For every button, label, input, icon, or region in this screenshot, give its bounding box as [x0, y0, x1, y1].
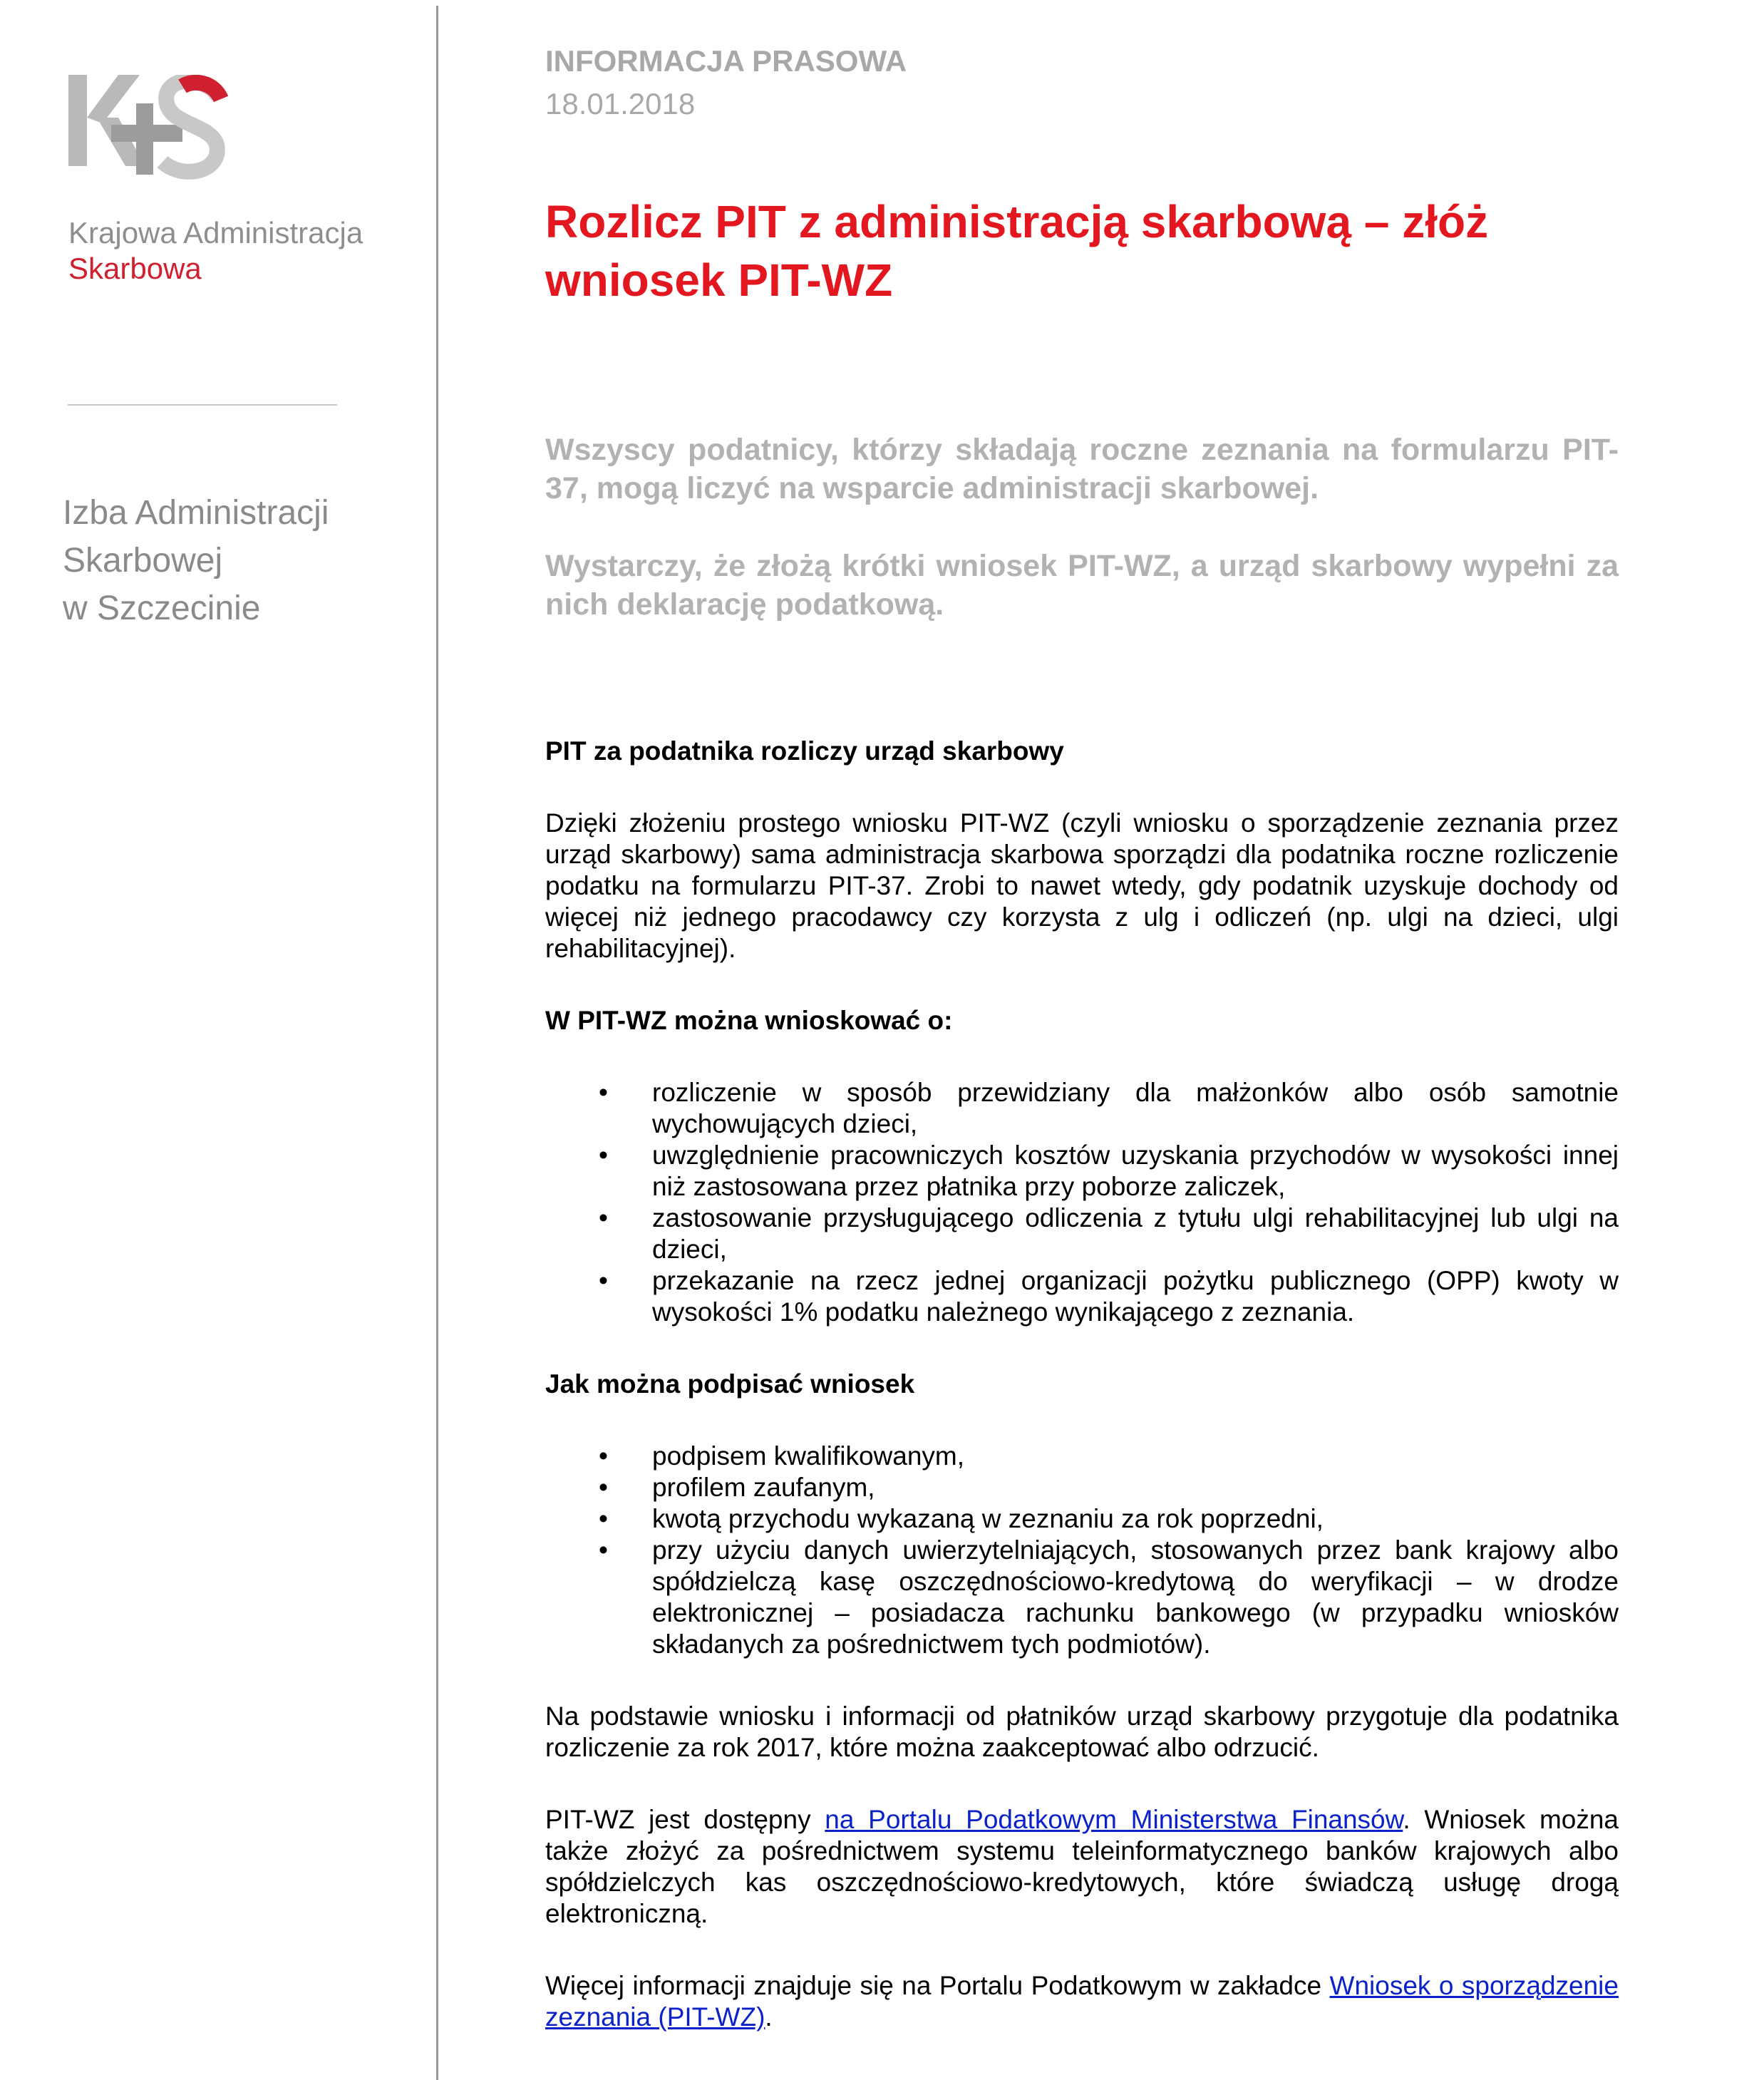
organization-line: Izba Administracji: [63, 494, 329, 532]
article-body: [545, 736, 1619, 2033]
organization-line: Skarbowej: [63, 542, 223, 580]
logo-name: Krajowa Administracja: [68, 216, 363, 249]
list-item: • podpisem kwalifikowanym,: [545, 1441, 1619, 1472]
sidebar-divider: [68, 404, 337, 406]
logo-subname: Skarbowa: [68, 252, 202, 285]
sidebar: [0, 0, 436, 2080]
text-segment: .: [765, 2002, 773, 2032]
section-heading: PIT za podatnika rozliczy urząd skarbowy: [545, 736, 1064, 766]
lead-paragraph: Wystarczy, że złożą krótki wniosek PIT-WZ, a urząd skarbowy wypełni za nich deklarację podatkową.: [545, 549, 1619, 622]
tax-portal-link[interactable]: na Portalu Podatkowym Ministerstwa Finansów: [825, 1805, 1403, 1834]
list-item: • profilem zaufanym,: [545, 1472, 1619, 1503]
list-item: • rozliczenie w sposób przewidziany dla małżonków albo osób samotnie wychowujących dzieci,: [545, 1077, 1619, 1140]
section-heading: Jak można podpisać wniosek: [545, 1369, 915, 1399]
list-item: • kwotą przychodu wykazaną w zeznaniu za rok poprzedni,: [545, 1503, 1619, 1535]
lead-paragraph: Wszyscy podatnicy, którzy składają roczne zeznania na formularzu PIT-37, mogą liczyć na wsparcie administracji skarbowej.: [545, 433, 1619, 505]
bullet-list: [545, 1077, 1619, 1328]
section-heading: W PIT-WZ można wnioskować o:: [545, 1006, 953, 1035]
text-segment: PIT-WZ jest dostępny: [545, 1805, 825, 1834]
list-item: • zastosowanie przysługującego odliczenia z tytułu ulgi rehabilitacyjnej lub ulgi na dzieci,: [545, 1203, 1619, 1265]
more-info-paragraph: [545, 1970, 1619, 2033]
text-segment: . Wniosek można także złożyć za pośrednictwem systemu teleinformatycznego banków krajowych albo spółdzielczych kas oszczędnościowo-kredytowych, które świadczą usługę drogą elektroniczną.: [545, 1805, 1619, 1928]
organization-name: [63, 489, 329, 632]
paragraph: Na podstawie wniosku i informacji od płatników urząd skarbowy przygotuje dla podatnika rozliczenie za rok 2017, które można zaakceptować albo odrzucić.: [545, 1701, 1619, 1762]
release-date: 18.01.2018: [545, 87, 696, 120]
organization-line: w Szczecinie: [63, 589, 261, 627]
vertical-divider: [436, 6, 438, 2080]
list-item: • przekazanie na rzecz jednej organizacji pożytku publicznego (OPP) kwoty w wysokości 1% podatku należnego wynikającego z zeznania.: [545, 1265, 1619, 1328]
kas-logo-icon: [68, 75, 234, 203]
list-item: • uwzględnienie pracowniczych kosztów uzyskania przychodów w wysokości innej niż zastosowana przez płatnika przy poborze zaliczek,: [545, 1140, 1619, 1203]
article-title: Rozlicz PIT z administracją skarbową – złóż wniosek PIT-WZ: [545, 196, 1489, 306]
list-item: • przy użyciu danych uwierzytelniających, stosowanych przez bank krajowy albo spółdzielczą kasę oszczędnościowo-kredytową do weryfikacji – w drodze elektronicznej – posiadacza rachunku bankowego (w przypadku wniosków składanych za pośrednictwem tych podmiotów).: [545, 1535, 1619, 1660]
paragraph: Dzięki złożeniu prostego wniosku PIT-WZ (czyli wniosku o sporządzenie zeznania przez urząd skarbowy) sama administracja skarbowa sporządzi dla podatnika roczne rozliczenie podatku na formularzu PIT-37. Zrobi to nawet wtedy, gdy podatnik uzyskuje dochody od więcej niż jednego pracodawcy czy korzysta z ulg i odliczeń (np. ulgi na dzieci, ulgi rehabilitacyjnej).: [545, 808, 1619, 963]
bullet-list: [545, 1441, 1619, 1660]
text-segment: Więcej informacji znajduje się na Portalu Podatkowym w zakładce: [545, 1971, 1330, 2000]
pit-wz-link[interactable]: Wniosek o sporządzenie zeznania (PIT-WZ): [545, 1971, 1619, 2032]
availability-paragraph: [545, 1804, 1619, 1930]
press-release-label: INFORMACJA PRASOWA: [545, 44, 907, 78]
